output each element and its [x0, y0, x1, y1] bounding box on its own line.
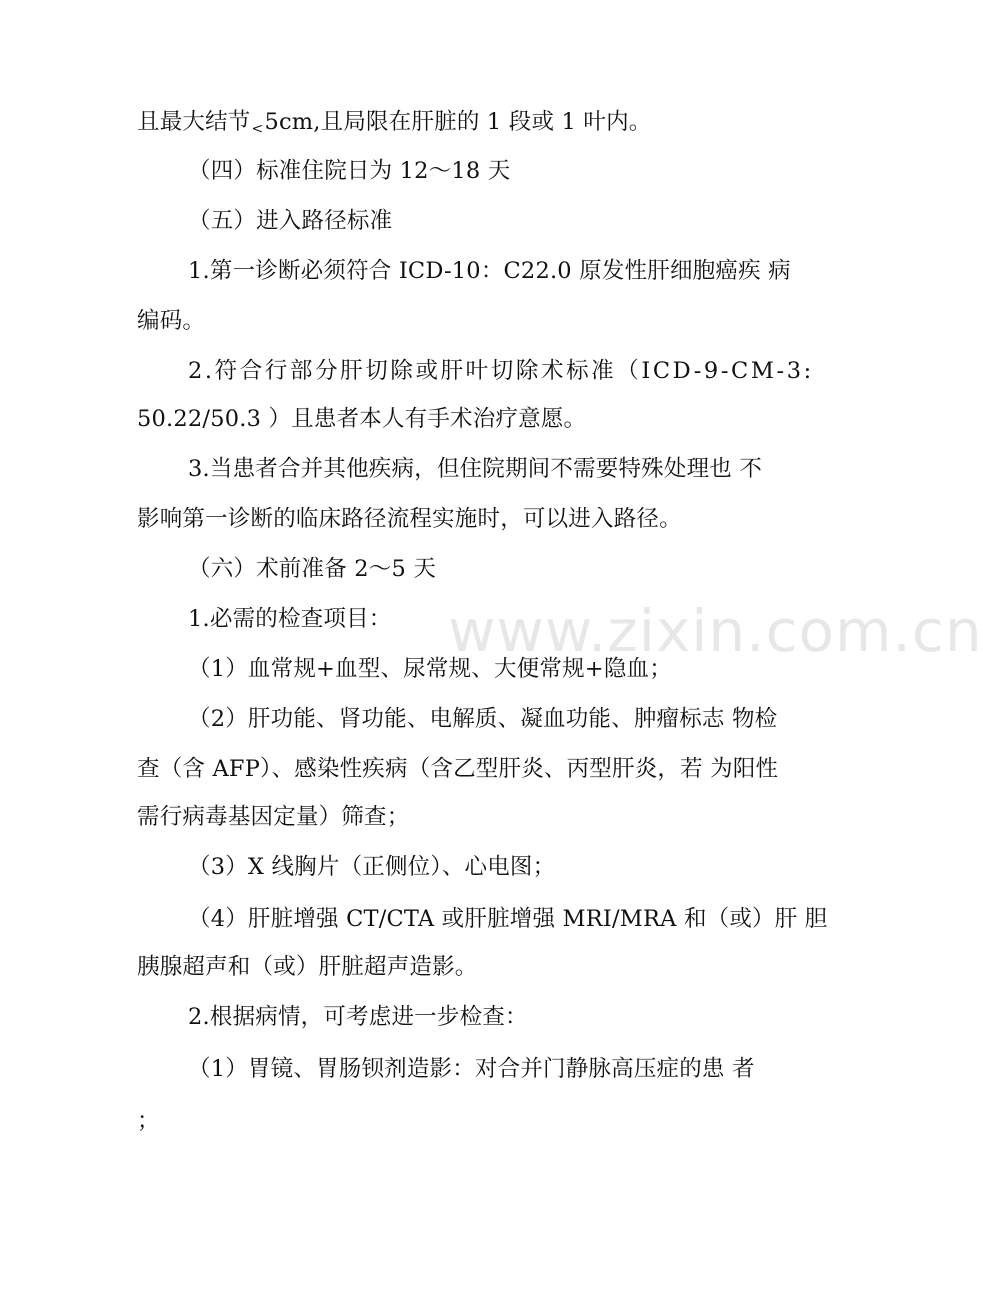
- paragraph-line-1: [137, 107, 652, 144]
- list-item: （3）X 线胸片（正侧位）、心电图；: [188, 854, 556, 880]
- watermark: www.zixin.com.cn: [448, 597, 983, 665]
- list-item-continuation: 查（含 AFP）、感染性疾病（含乙型肝炎、丙型肝炎，若 为阳性: [137, 756, 779, 782]
- paragraph-line: 2.根据病情，可考虑进一步检查：: [188, 1004, 528, 1030]
- paragraph-line: 1.第一诊断必须符合 ICD-10：C22.0 原发性肝细胞癌疾 病: [188, 258, 791, 284]
- paragraph-line: 编码。: [137, 308, 206, 334]
- paragraph-line: 50.22/50.3 ）且患者本人有手术治疗意愿。: [137, 406, 587, 432]
- less-than-sign: <: [251, 121, 264, 137]
- list-item-continuation: ；: [137, 1108, 160, 1134]
- section-heading-5: （五）进入路径标准: [188, 208, 393, 234]
- list-item: （4）肝脏增强 CT/CTA 或肝脏增强 MRI/MRA 和（或）肝 胆: [188, 906, 828, 932]
- paragraph-line: 影响第一诊断的临床路径流程实施时，可以进入路径。: [137, 506, 682, 532]
- list-item: （2）肝功能、肾功能、电解质、凝血功能、肿瘤标志 物检: [188, 706, 778, 732]
- paragraph-line: 2.符合行部分肝切除或肝叶切除术标准（ICD-9-CM-3:: [188, 358, 814, 384]
- section-heading-6: （六）术前准备 2～5 天: [188, 556, 437, 582]
- list-item: （1）胃镜、胃肠钡剂造影：对合并门静脉高压症的患 者: [188, 1056, 755, 1082]
- paragraph-line: 3.当患者合并其他疾病，但住院期间不需要特殊处理也 不: [188, 456, 763, 482]
- text-segment: 且最大结节: [137, 109, 251, 135]
- list-item-continuation: 胰腺超声和（或）肝脏超声造影。: [137, 954, 478, 980]
- paragraph-line: 1.必需的检查项目：: [188, 606, 392, 632]
- list-item-continuation: 需行病毒基因定量）筛查；: [137, 804, 410, 830]
- text-segment: 5cm,且局限在肝脏的 1 段或 1 叶内。: [264, 109, 652, 135]
- list-item: （1）血常规+血型、尿常规、大便常规+隐血；: [188, 656, 672, 682]
- section-heading-4: （四）标准住院日为 12～18 天: [188, 158, 511, 184]
